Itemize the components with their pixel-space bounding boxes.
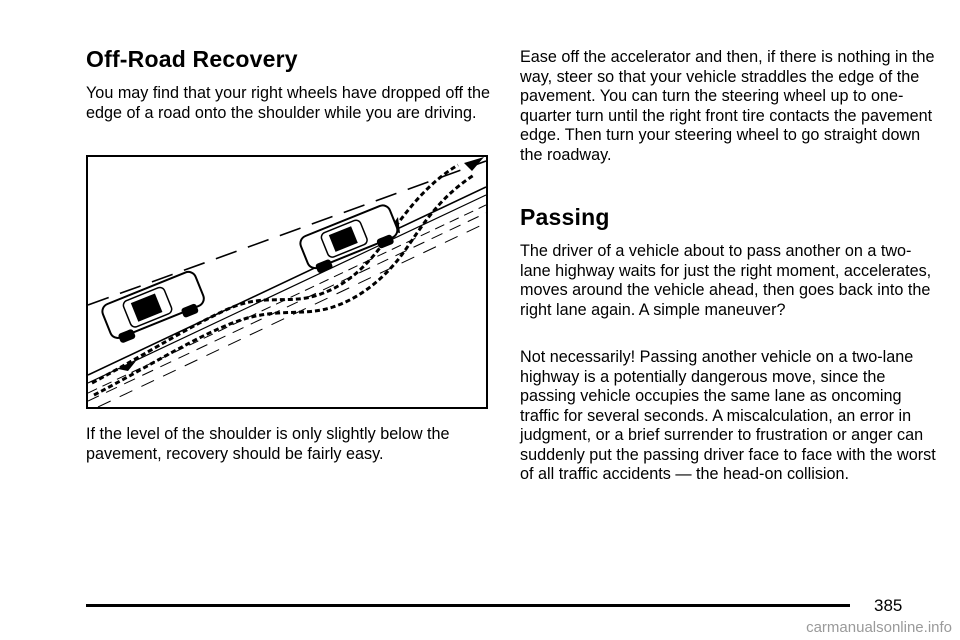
paragraph-not-necessarily: Not necessarily! Passing another vehicle on a two-lane highway is a potentially dangerous move, since the passing vehicle occupies the same lane as oncoming traffic for several seconds. A miscalculation, an error in judgment, or a brief surrender to frustration or anger can suddenly put the passing driver face to face with the worst of all traffic accidents — the head-on collision.: [520, 348, 936, 483]
paragraph-passing-driver: The driver of a vehicle about to pass another on a two-lane highway waits for just the right moment, accelerates, moves around the vehicle ahead, then goes back into the right lane again. A simple maneuver?: [520, 242, 932, 319]
section-title-passing: Passing: [520, 204, 610, 230]
page-number: 385: [874, 596, 903, 615]
paragraph-intro: You may find that your right wheels have dropped off the edge of a road onto the shoulder while you are driving.: [86, 84, 491, 122]
off-road-recovery-illustration: [86, 155, 488, 409]
paragraph-ease-off: Ease off the accelerator and then, if there is nothing in the way, steer so that your vehicle straddles the edge of the pavement. You can turn the steering wheel up to one-quarter turn until the right front tire contacts the pavement edge. Then turn your steering wheel to go straight down the roadway.: [520, 48, 935, 164]
watermark: carmanualsonline.info: [806, 619, 952, 636]
paragraph-shoulder-level: If the level of the shoulder is only slightly below the pavement, recovery should be fairly easy.: [86, 425, 450, 463]
section-title-off-road-recovery: Off-Road Recovery: [86, 46, 298, 72]
footer-rule: [86, 604, 850, 607]
